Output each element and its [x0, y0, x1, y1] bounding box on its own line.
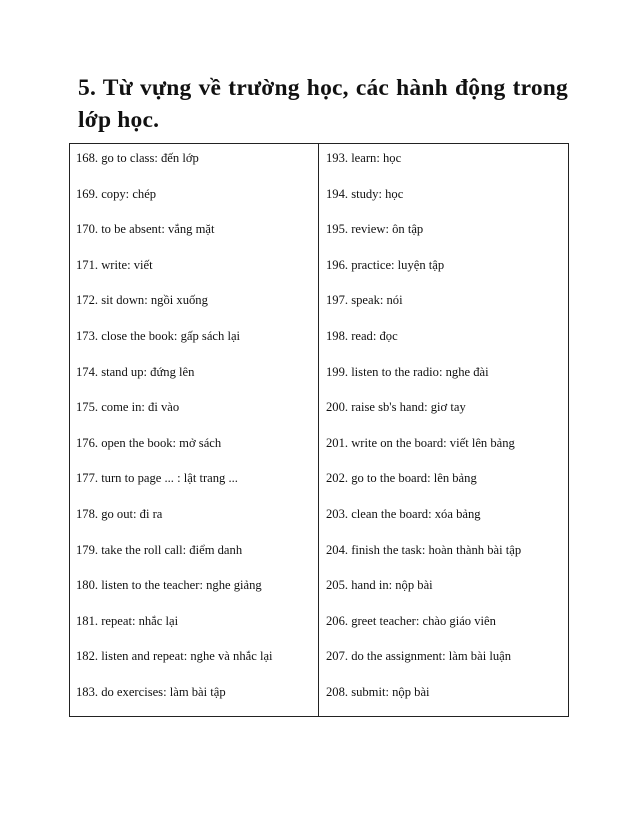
vocabulary-entry: 175. come in: đi vào — [76, 400, 180, 415]
vocabulary-entry: 205. hand in: nộp bài — [326, 578, 433, 593]
vocabulary-entry: 198. read: đọc — [326, 328, 398, 343]
vocabulary-entry: 193. learn: học — [326, 151, 402, 165]
vocabulary-entry: 171. write: viết — [76, 257, 153, 272]
vocabulary-entry: 201. write on the board: viết lên bảng — [326, 435, 515, 450]
vocabulary-table — [69, 143, 569, 717]
section-heading: 5. Từ vựng về trường học, các hành động trong lớp học. — [78, 75, 568, 133]
vocabulary-column-left — [70, 144, 319, 716]
vocabulary-entry: 180. listen to the teacher: nghe giảng — [76, 578, 262, 593]
vocabulary-entry: 207. do the assignment: làm bài luận — [326, 649, 512, 664]
vocabulary-entry: 176. open the book: mở sách — [76, 435, 222, 450]
vocabulary-entry: 183. do exercises: làm bài tập — [76, 684, 226, 699]
vocabulary-entry: 199. listen to the radio: nghe đài — [326, 364, 489, 379]
vocabulary-entry: 172. sit down: ngồi xuống — [76, 293, 208, 308]
vocabulary-entry: 177. turn to page ... : lật trang ... — [76, 471, 238, 486]
vocabulary-entry: 169. copy: chép — [76, 186, 157, 201]
vocabulary-entry: 182. listen and repeat: nghe và nhắc lại — [76, 649, 273, 664]
vocabulary-entry: 195. review: ôn tập — [326, 222, 424, 237]
vocabulary-column-right — [319, 144, 568, 716]
vocabulary-entry: 200. raise sb's hand: giơ tay — [326, 400, 466, 415]
vocabulary-entry: 174. stand up: đứng lên — [76, 364, 195, 379]
vocabulary-entry: 202. go to the board: lên bảng — [326, 471, 477, 486]
vocabulary-entry: 194. study: học — [326, 186, 404, 201]
vocabulary-entry: 168. go to class: đến lớp — [76, 151, 199, 165]
vocabulary-entry: 208. submit: nộp bài — [326, 684, 430, 699]
vocabulary-entry: 181. repeat: nhắc lại — [76, 613, 179, 628]
vocabulary-entry: 204. finish the task: hoàn thành bài tập — [326, 542, 522, 557]
vocabulary-entry: 173. close the book: gấp sách lại — [76, 328, 241, 343]
vocabulary-entry: 178. go out: đi ra — [76, 506, 163, 521]
vocabulary-entry: 206. greet teacher: chào giáo viên — [326, 613, 496, 628]
vocabulary-entry: 179. take the roll call: điểm danh — [76, 542, 243, 557]
vocabulary-entry: 197. speak: nói — [326, 293, 403, 308]
vocabulary-entry: 203. clean the board: xóa bảng — [326, 506, 481, 521]
vocabulary-entry: 170. to be absent: vắng mặt — [76, 222, 215, 237]
vocabulary-entry: 196. practice: luyện tập — [326, 257, 445, 272]
